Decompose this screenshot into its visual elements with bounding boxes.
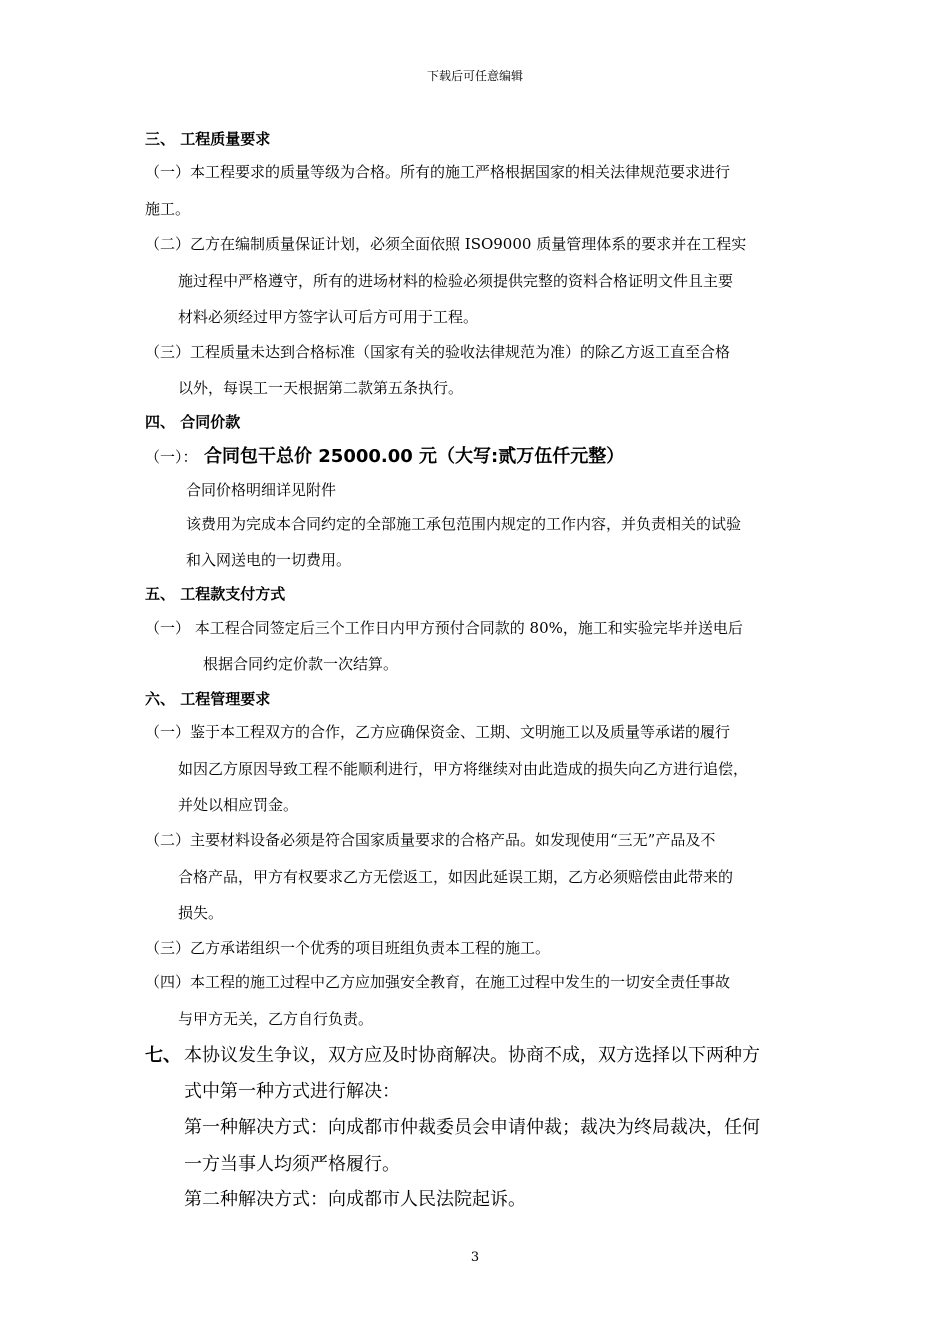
resolution-method-2: 第二种解决方式：向成都市人民法院起诉。 bbox=[184, 1189, 526, 1210]
section-6-item-3: （三）乙方承诺组织一个优秀的项目班组负责本工程的施工。 bbox=[145, 939, 551, 957]
section-5-item-1-cont: 根据合同约定价款一次结算。 bbox=[203, 655, 399, 673]
section-3-item-2-cont: 材料必须经过甲方签字认可后方可用于工程。 bbox=[178, 308, 479, 326]
section-3-item-2: （二）乙方在编制质量保证计划，必须全面依照 ISO9000 质量管理体系的要求并在工程实 bbox=[145, 235, 747, 253]
section-3-heading: 三、 工程质量要求 bbox=[145, 130, 271, 148]
section-3-item-3-cont: 以外，每误工一天根据第二款第五条执行。 bbox=[178, 379, 464, 397]
section-6-item-1-cont: 并处以相应罚金。 bbox=[178, 796, 299, 814]
section-4-heading: 四、 合同价款 bbox=[145, 413, 241, 431]
section-6-item-1-cont: 如因乙方原因导致工程不能顺利进行，甲方将继续对由此造成的损失向乙方进行追偿， bbox=[178, 760, 749, 778]
section-3-item-1-cont: 施工。 bbox=[145, 200, 191, 218]
page-number: 3 bbox=[470, 1250, 480, 1265]
section-6-item-2: （二）主要材料设备必须是符合国家质量要求的合格产品。如发现使用“三无”产品及不 bbox=[145, 831, 716, 849]
section-6-item-2-cont: 合格产品，甲方有权要求乙方无偿返工，如因此延误工期，乙方必须赔偿由此带来的 bbox=[178, 868, 734, 886]
section-5-item-1: （一） 本工程合同签定后三个工作日内甲方预付合同款的 80%，施工和实验完毕并送电后 bbox=[145, 619, 743, 637]
section-3-item-3: （三）工程质量未达到合格标准（国家有关的验收法律规范为准）的除乙方返工直至合格 bbox=[145, 343, 731, 361]
price-detail-note: 合同价格明细详见附件 bbox=[186, 481, 337, 499]
resolution-method-1: 第一种解决方式：向成都市仲裁委员会申请仲裁；裁决为终局裁决，任何 bbox=[184, 1117, 760, 1138]
page-header: 下载后可任意编辑 bbox=[426, 69, 523, 83]
section-6-item-4-cont: 与甲方无关，乙方自行负责。 bbox=[178, 1010, 374, 1028]
section-7-text-cont: 式中第一种方式进行解决： bbox=[184, 1081, 400, 1102]
section-5-heading: 五、 工程款支付方式 bbox=[145, 585, 286, 603]
contract-total-price: 合同包干总价 25000.00 元（大写:贰万伍仟元整） bbox=[204, 446, 625, 467]
fee-scope-text-cont: 和入网送电的一切费用。 bbox=[186, 551, 352, 569]
section-7-text: 本协议发生争议，双方应及时协商解决。协商不成，双方选择以下两种方 bbox=[184, 1045, 760, 1066]
section-3-item-2-cont: 施过程中严格遵守，所有的进场材料的检验必须提供完整的资料合格证明文件且主要 bbox=[178, 272, 734, 290]
fee-scope-text: 该费用为完成本合同约定的全部施工承包范围内规定的工作内容，并负责相关的试验 bbox=[186, 515, 742, 533]
section-3-item-1: （一）本工程要求的质量等级为合格。所有的施工严格根据国家的相关法律规范要求进行 bbox=[145, 163, 731, 181]
section-6-item-4: （四）本工程的施工过程中乙方应加强安全教育，在施工过程中发生的一切安全责任事故 bbox=[145, 973, 731, 991]
section-6-item-2-cont: 损失。 bbox=[178, 904, 224, 922]
section-6-heading: 六、 工程管理要求 bbox=[145, 690, 271, 708]
section-6-item-1: （一）鉴于本工程双方的合作，乙方应确保资金、工期、文明施工以及质量等承诺的履行 bbox=[145, 723, 731, 741]
section-7-number: 七、 bbox=[145, 1045, 181, 1066]
resolution-method-1-cont: 一方当事人均须严格履行。 bbox=[184, 1154, 400, 1175]
section-4-item-1-label: （一）： bbox=[145, 448, 198, 466]
